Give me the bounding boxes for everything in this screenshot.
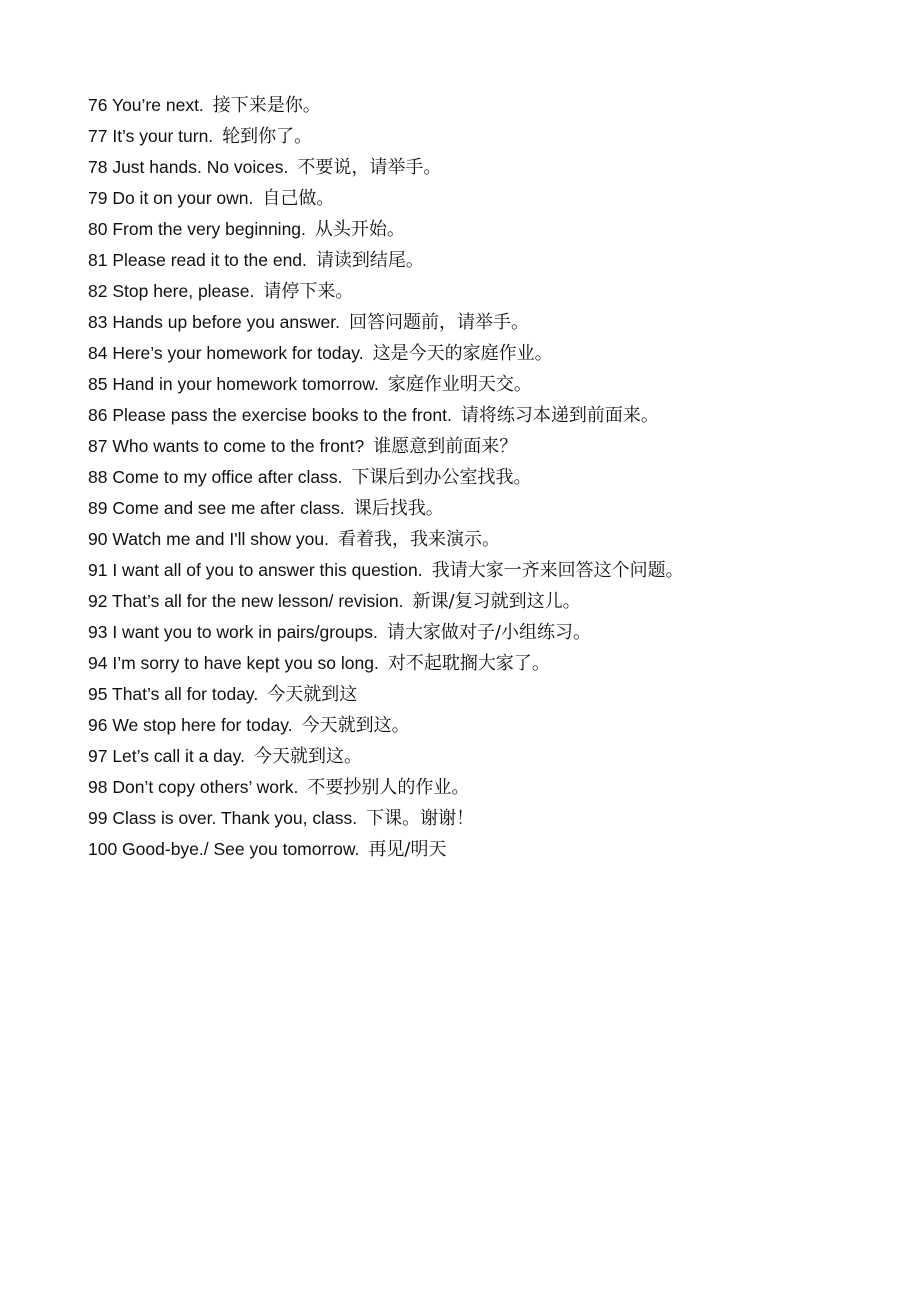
phrase-line: [88, 307, 888, 338]
english-phrase: 84 Here’s your homework for today.: [88, 343, 364, 363]
phrase-line: [88, 462, 888, 493]
chinese-translation: 再见/明天: [368, 839, 447, 860]
chinese-translation: 这是今天的家庭作业。: [372, 343, 553, 364]
phrase-line: [88, 803, 888, 834]
english-phrase: 83 Hands up before you answer.: [88, 312, 340, 332]
chinese-translation: 请大家做对子/小组练习。: [386, 622, 591, 643]
chinese-translation: 回答问题前，请举手。: [348, 312, 529, 333]
chinese-translation: 自己做。: [262, 188, 335, 209]
english-phrase: 80 From the very beginning.: [88, 219, 306, 239]
phrase-line: [88, 617, 888, 648]
phrase-line: [88, 338, 888, 369]
english-phrase: 92 That’s all for the new lesson/ revision.: [88, 591, 404, 611]
phrase-line: [88, 524, 888, 555]
english-phrase: 86 Please pass the exercise books to the front.: [88, 405, 452, 425]
english-phrase: 91 I want all of you to answer this question.: [88, 560, 423, 580]
english-phrase: 99 Class is over. Thank you, class.: [88, 808, 358, 828]
english-phrase: 89 Come and see me after class.: [88, 498, 345, 518]
chinese-translation: 请将练习本递到前面来。: [460, 405, 659, 426]
english-phrase: 100 Good-bye./ See you tomorrow.: [88, 839, 360, 859]
phrase-line: [88, 152, 888, 183]
phrase-line: [88, 493, 888, 524]
chinese-translation: 今天就到这。: [253, 746, 362, 767]
english-phrase: 87 Who wants to come to the front?: [88, 436, 365, 456]
chinese-translation: 轮到你了。: [222, 126, 313, 147]
chinese-translation: 课后找我。: [353, 498, 444, 519]
phrase-line: [88, 834, 888, 865]
phrase-line: [88, 741, 888, 772]
phrase-line: [88, 276, 888, 307]
phrase-line: [88, 400, 888, 431]
english-phrase: 88 Come to my office after class.: [88, 467, 343, 487]
english-phrase: 94 I’m sorry to have kept you so long.: [88, 653, 379, 673]
english-phrase: 79 Do it on your own.: [88, 188, 254, 208]
chinese-translation: 从头开始。: [314, 219, 405, 240]
phrase-line: [88, 90, 888, 121]
chinese-translation: 对不起耽搁大家了。: [387, 653, 550, 674]
chinese-translation: 今天就到这: [267, 684, 358, 705]
chinese-translation: 今天就到这。: [301, 715, 410, 736]
phrase-line: [88, 369, 888, 400]
phrase-line: [88, 121, 888, 152]
chinese-translation: 接下来是你。: [212, 95, 321, 116]
phrase-line: [88, 214, 888, 245]
english-phrase: 90 Watch me and I'll show you.: [88, 529, 330, 549]
chinese-translation: 不要说，请举手。: [297, 157, 442, 178]
chinese-translation: 请读到结尾。: [315, 250, 424, 271]
phrase-line: [88, 245, 888, 276]
chinese-translation: 我请大家一齐来回答这个问题。: [431, 560, 684, 581]
phrase-line: [88, 648, 888, 679]
chinese-translation: 新课/复习就到这儿。: [412, 591, 581, 612]
english-phrase: 96 We stop here for today.: [88, 715, 293, 735]
phrase-line: [88, 183, 888, 214]
english-phrase: 81 Please read it to the end.: [88, 250, 307, 270]
english-phrase: 85 Hand in your homework tomorrow.: [88, 374, 379, 394]
phrase-line: [88, 710, 888, 741]
chinese-translation: 不要抄别人的作业。: [307, 777, 470, 798]
phrase-line: [88, 555, 888, 586]
chinese-translation: 下课后到办公室找我。: [351, 467, 532, 488]
english-phrase: 93 I want you to work in pairs/groups.: [88, 622, 378, 642]
chinese-translation: 谁愿意到前面来？: [373, 436, 518, 457]
chinese-translation: 看着我，我来演示。: [338, 529, 501, 550]
phrase-line: [88, 586, 888, 617]
english-phrase: 77 It’s your turn.: [88, 126, 214, 146]
phrase-list: [88, 90, 888, 865]
chinese-translation: 家庭作业明天交。: [387, 374, 532, 395]
english-phrase: 98 Don’t copy others’ work.: [88, 777, 299, 797]
english-phrase: 82 Stop here, please.: [88, 281, 255, 301]
phrase-line: [88, 431, 888, 462]
english-phrase: 78 Just hands. No voices.: [88, 157, 289, 177]
chinese-translation: 请停下来。: [263, 281, 354, 302]
english-phrase: 76 You’re next.: [88, 95, 204, 115]
chinese-translation: 下课。谢谢！: [366, 808, 475, 829]
english-phrase: 97 Let’s call it a day.: [88, 746, 245, 766]
phrase-line: [88, 679, 888, 710]
english-phrase: 95 That’s all for today.: [88, 684, 259, 704]
phrase-line: [88, 772, 888, 803]
